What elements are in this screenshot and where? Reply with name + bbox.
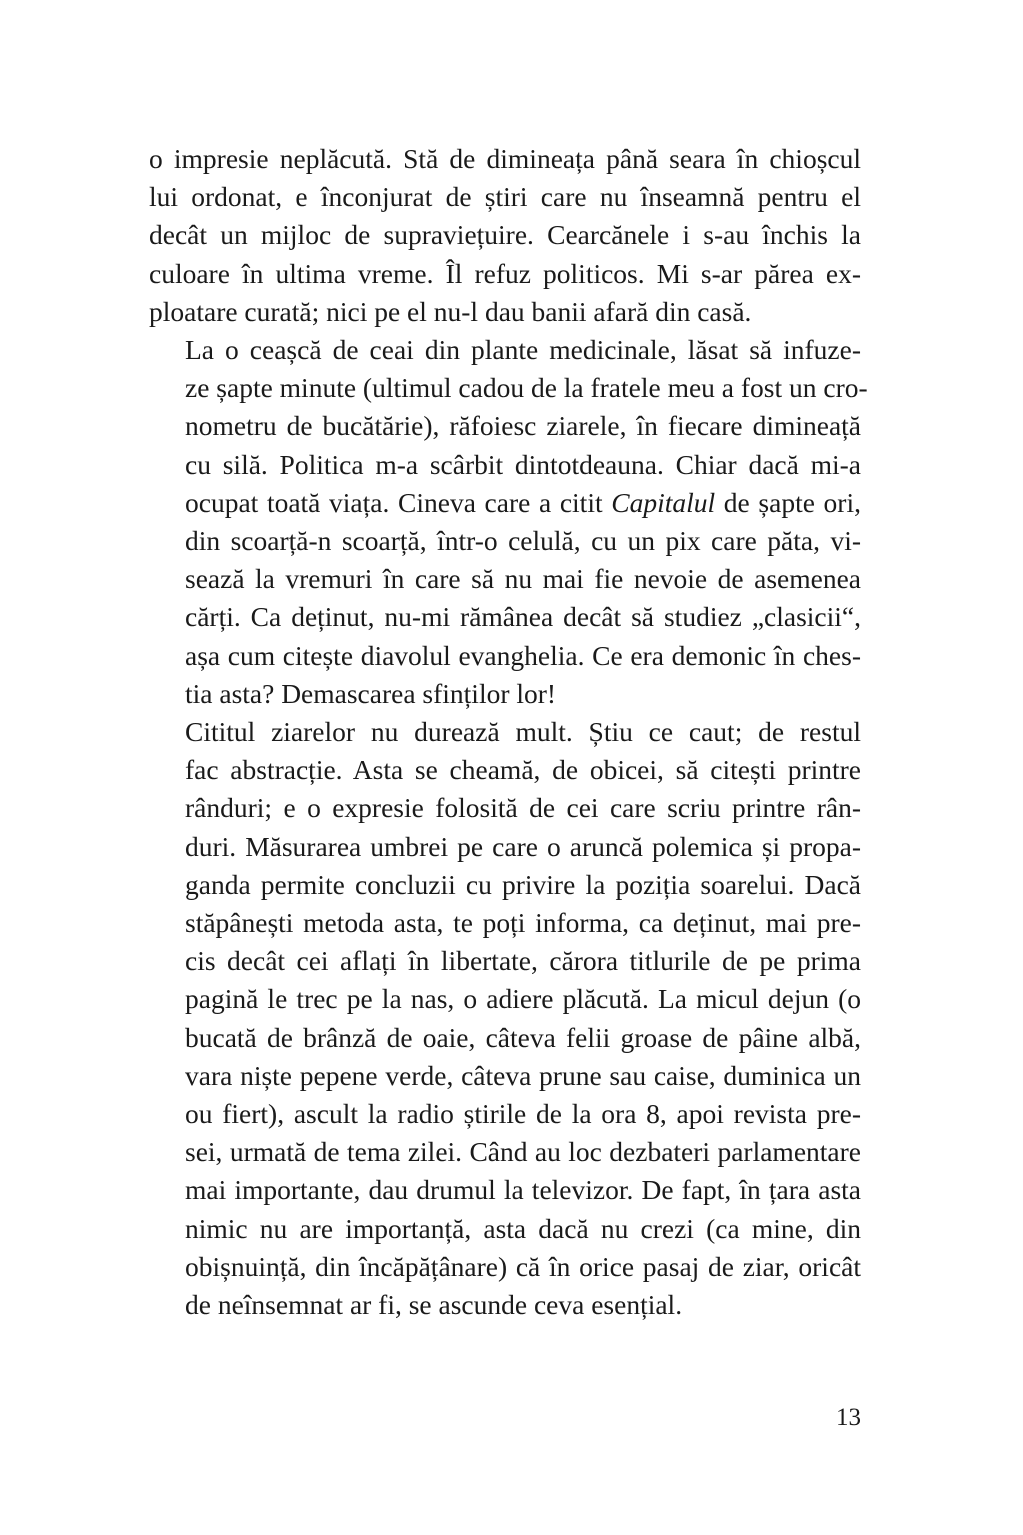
- text-line: nometru de bucătărie), răfoiesc ziarele, în fiecare dimineață: [185, 410, 861, 442]
- text-line: bucată de brânză de oaie, câteva felii groase de pâine albă,: [185, 1021, 861, 1053]
- text-line: duri. Măsurarea umbrei pe care o aruncă polemica și propa-: [185, 830, 861, 862]
- body-text: [149, 140, 868, 1324]
- text-line: obișnuință, din încăpățânare) că în orice pasaj de ziar, oricât: [185, 1250, 861, 1282]
- text-line: lui ordonat, e înconjurat de știri care nu înseamnă pentru el: [149, 181, 861, 213]
- text-line: nimic nu are importanță, asta dacă nu crezi (ca mine, din: [185, 1212, 861, 1244]
- text-line: sează la vremuri în care să nu mai fie nevoie de asemenea: [185, 563, 861, 595]
- text-line: ou fiert), ascult la radio știrile de la ora 8, apoi revista pre-: [185, 1098, 861, 1130]
- text-line: din scoarță-n scoarță, într-o celulă, cu un pix care păta, vi-: [185, 525, 861, 557]
- text-line: fac abstracție. Asta se cheamă, de obicei, să citești printre: [185, 754, 861, 786]
- text-line: cărți. Ca deținut, nu-mi rămânea decât să studiez „clasicii“,: [185, 601, 861, 633]
- text-line: stăpânești metoda asta, te poți informa, ca deținut, mai pre-: [185, 907, 861, 939]
- paragraph: [149, 713, 861, 1324]
- paragraph: [149, 331, 868, 713]
- text-line: ocupat toată viața. Cineva care a citit Capitalul de șapte ori,: [185, 486, 861, 518]
- paragraph: [149, 140, 861, 331]
- text-line: sei, urmată de tema zilei. Când au loc dezbateri parlamentare: [185, 1136, 861, 1168]
- text-line: mai importante, dau drumul la televizor. De fapt, în țara asta: [185, 1174, 861, 1206]
- italic-title: Capitalul: [611, 486, 716, 518]
- text-line: rânduri; e o expresie folosită de cei care scriu printre rân-: [185, 792, 861, 824]
- text-line: pagină le trec pe la nas, o adiere plăcută. La micul dejun (o: [185, 983, 861, 1015]
- text-line: La o ceașcă de ceai din plante medicinale, lăsat să infuze-: [185, 334, 861, 366]
- text-line: cu silă. Politica m-a scârbit dintotdeauna. Chiar dacă mi-a: [185, 448, 861, 480]
- text-line: o impresie neplăcută. Stă de dimineața până seara în chioșcul: [149, 143, 861, 174]
- text-line: cis decât cei aflați în libertate, cărora titlurile de pe prima: [185, 945, 861, 977]
- text-line: ploatare curată; nici pe el nu-l dau banii afară din casă.: [149, 295, 752, 327]
- text-line: vara niște pepene verde, câteva prune sau caise, duminica un: [185, 1059, 861, 1091]
- text-line: așa cum citește diavolul evanghelia. Ce era demonic în ches-: [185, 639, 861, 671]
- text-line: de neînsemnat ar fi, se ascunde ceva esențial.: [185, 1289, 683, 1321]
- text-line: ze șapte minute (ultimul cadou de la fratele meu a fost un cro-: [185, 372, 868, 404]
- text-line: Cititul ziarelor nu durează mult. Știu ce caut; de restul: [185, 716, 861, 748]
- text-line: tia asta? Demascarea sfinților lor!: [185, 677, 557, 709]
- text-line: decât un mijloc de supraviețuire. Cearcănele i s-au închis la: [149, 219, 861, 251]
- text-line: culoare în ultima vreme. Îl refuz politicos. Mi s-ar părea ex-: [149, 257, 861, 289]
- text-line: ganda permite concluzii cu privire la poziția soarelui. Dacă: [185, 868, 861, 900]
- page-number: 13: [836, 1404, 861, 1431]
